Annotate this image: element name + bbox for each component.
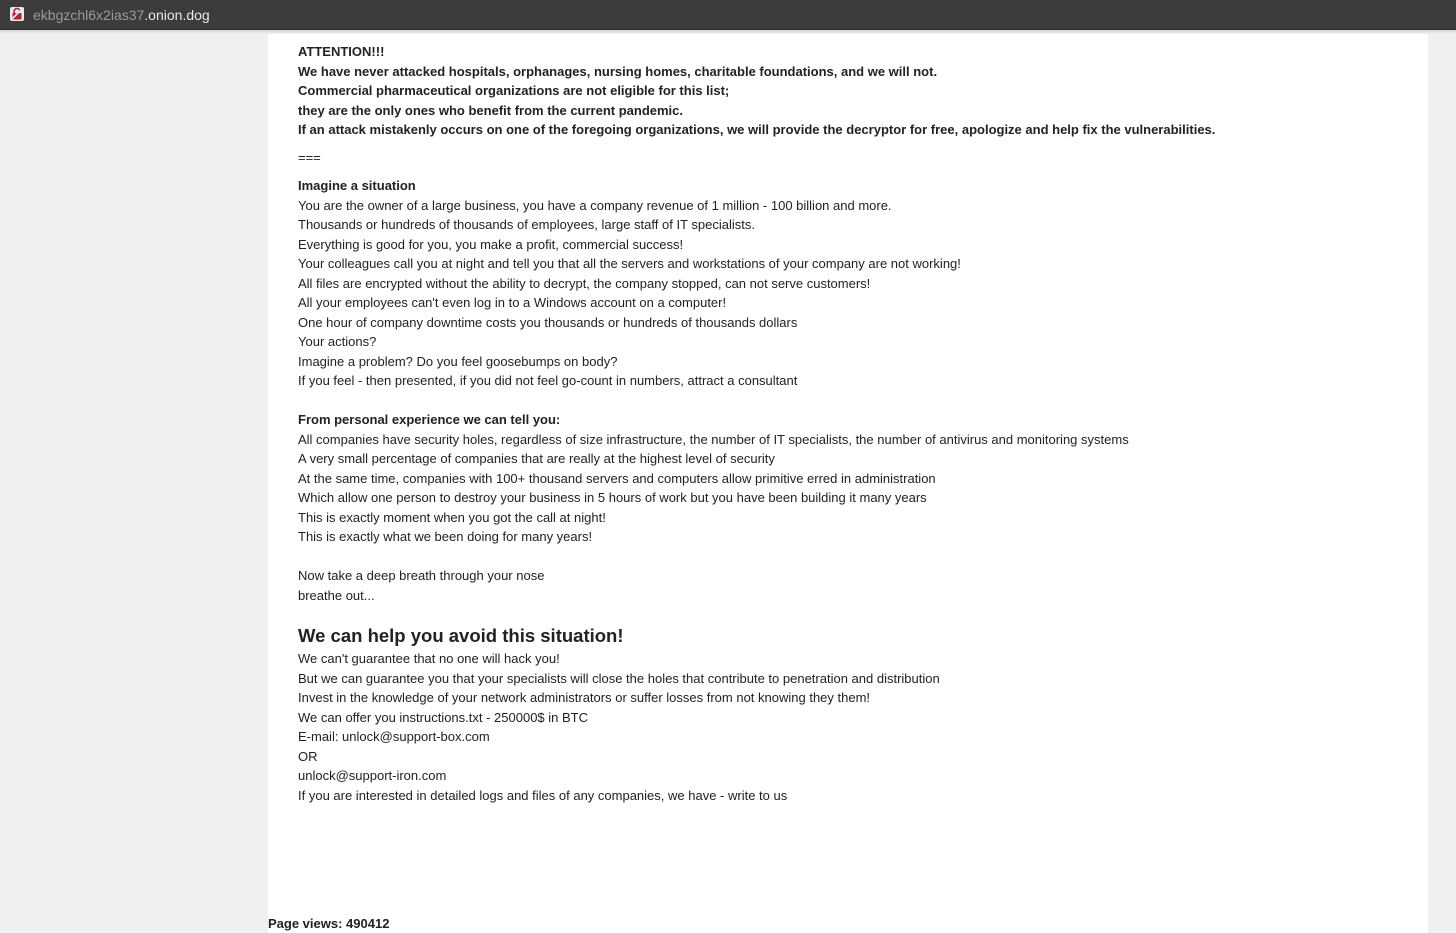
- imagine-line: Your actions?: [298, 334, 377, 349]
- help-line: OR: [298, 748, 318, 764]
- address-bar[interactable]: [0, 0, 1456, 30]
- imagine-line: All your employees can't even log in to a Windows account on a computer!: [298, 295, 727, 310]
- url-subdomain: ekbgzchl6x2ias37: [33, 7, 145, 23]
- help-line: We can't guarantee that no one will hack you!: [298, 651, 560, 666]
- page-content: [268, 34, 1428, 933]
- page-views-counter: Page views: 490412: [268, 916, 390, 931]
- experience-line: Which allow one person to destroy your business in 5 hours of work but you have been building it many years: [298, 490, 927, 505]
- attention-line: Commercial pharmaceutical organizations are not eligible for this list;: [298, 83, 730, 98]
- attention-line: they are the only ones who benefit from the current pandemic.: [298, 102, 684, 118]
- attention-line: We have never attacked hospitals, orphanages, nursing homes, charitable foundations, and we will not.: [298, 63, 938, 79]
- imagine-line: Everything is good for you, you make a profit, commercial success!: [298, 236, 684, 252]
- imagine-line: If you feel - then presented, if you did not feel go-count in numbers, attract a consultant: [298, 373, 798, 388]
- attention-title: ATTENTION!!!: [298, 44, 385, 59]
- imagine-line: Imagine a problem? Do you feel goosebumps on body?: [298, 353, 618, 369]
- attention-line: If an attack mistakenly occurs on one of the foregoing organizations, we will provide the decryptor for free, apologize and help fix the vulnerabilities.: [298, 122, 1216, 137]
- imagine-title: Imagine a situation: [298, 178, 416, 193]
- help-heading: We can help you avoid this situation!: [298, 625, 624, 646]
- experience-line: All companies have security holes, regardless of size infrastructure, the number of IT specialists, the number of antivirus and monitoring systems: [298, 431, 1129, 447]
- experience-title: From personal experience we can tell you:: [298, 412, 561, 427]
- experience-line: At the same time, companies with 100+ thousand servers and computers allow primitive erred in administration: [298, 470, 936, 486]
- help-line: If you are interested in detailed logs and files of any companies, we have - write to us: [298, 787, 788, 803]
- help-line: Invest in the knowledge of your network administrators or suffer losses from not knowing they them!: [298, 690, 871, 705]
- url-host: .onion.dog: [144, 7, 210, 23]
- url-text[interactable]: [33, 7, 210, 23]
- breathe-line: Now take a deep breath through your nose: [298, 568, 545, 583]
- imagine-line: Your colleagues call you at night and tell you that all the servers and workstations of your company are not working!: [298, 256, 961, 271]
- experience-line: A very small percentage of companies that are really at the highest level of security: [298, 451, 775, 466]
- imagine-line: You are the owner of a large business, you have a company revenue of 1 million - 100 billion and more.: [298, 197, 892, 213]
- broken-lock-icon[interactable]: [10, 7, 24, 21]
- experience-line: This is exactly moment when you got the call at night!: [298, 509, 606, 525]
- experience-line: This is exactly what we been doing for many years!: [298, 529, 593, 544]
- ransom-note: [298, 34, 1408, 805]
- separator: ===: [298, 149, 321, 165]
- breathe-line: breathe out...: [298, 587, 375, 603]
- contact-email-2: unlock@support-iron.com: [298, 768, 447, 783]
- imagine-line: One hour of company downtime costs you thousands or hundreds of thousands dollars: [298, 314, 798, 330]
- help-line: But we can guarantee you that your specialists will close the holes that contribute to penetration and distribution: [298, 670, 940, 686]
- help-line: We can offer you instructions.txt - 250000$ in BTC: [298, 709, 588, 725]
- imagine-line: All files are encrypted without the ability to decrypt, the company stopped, can not serve customers!: [298, 275, 871, 291]
- imagine-line: Thousands or hundreds of thousands of employees, large staff of IT specialists.: [298, 217, 755, 232]
- contact-email-1: E-mail: unlock@support-box.com: [298, 729, 490, 744]
